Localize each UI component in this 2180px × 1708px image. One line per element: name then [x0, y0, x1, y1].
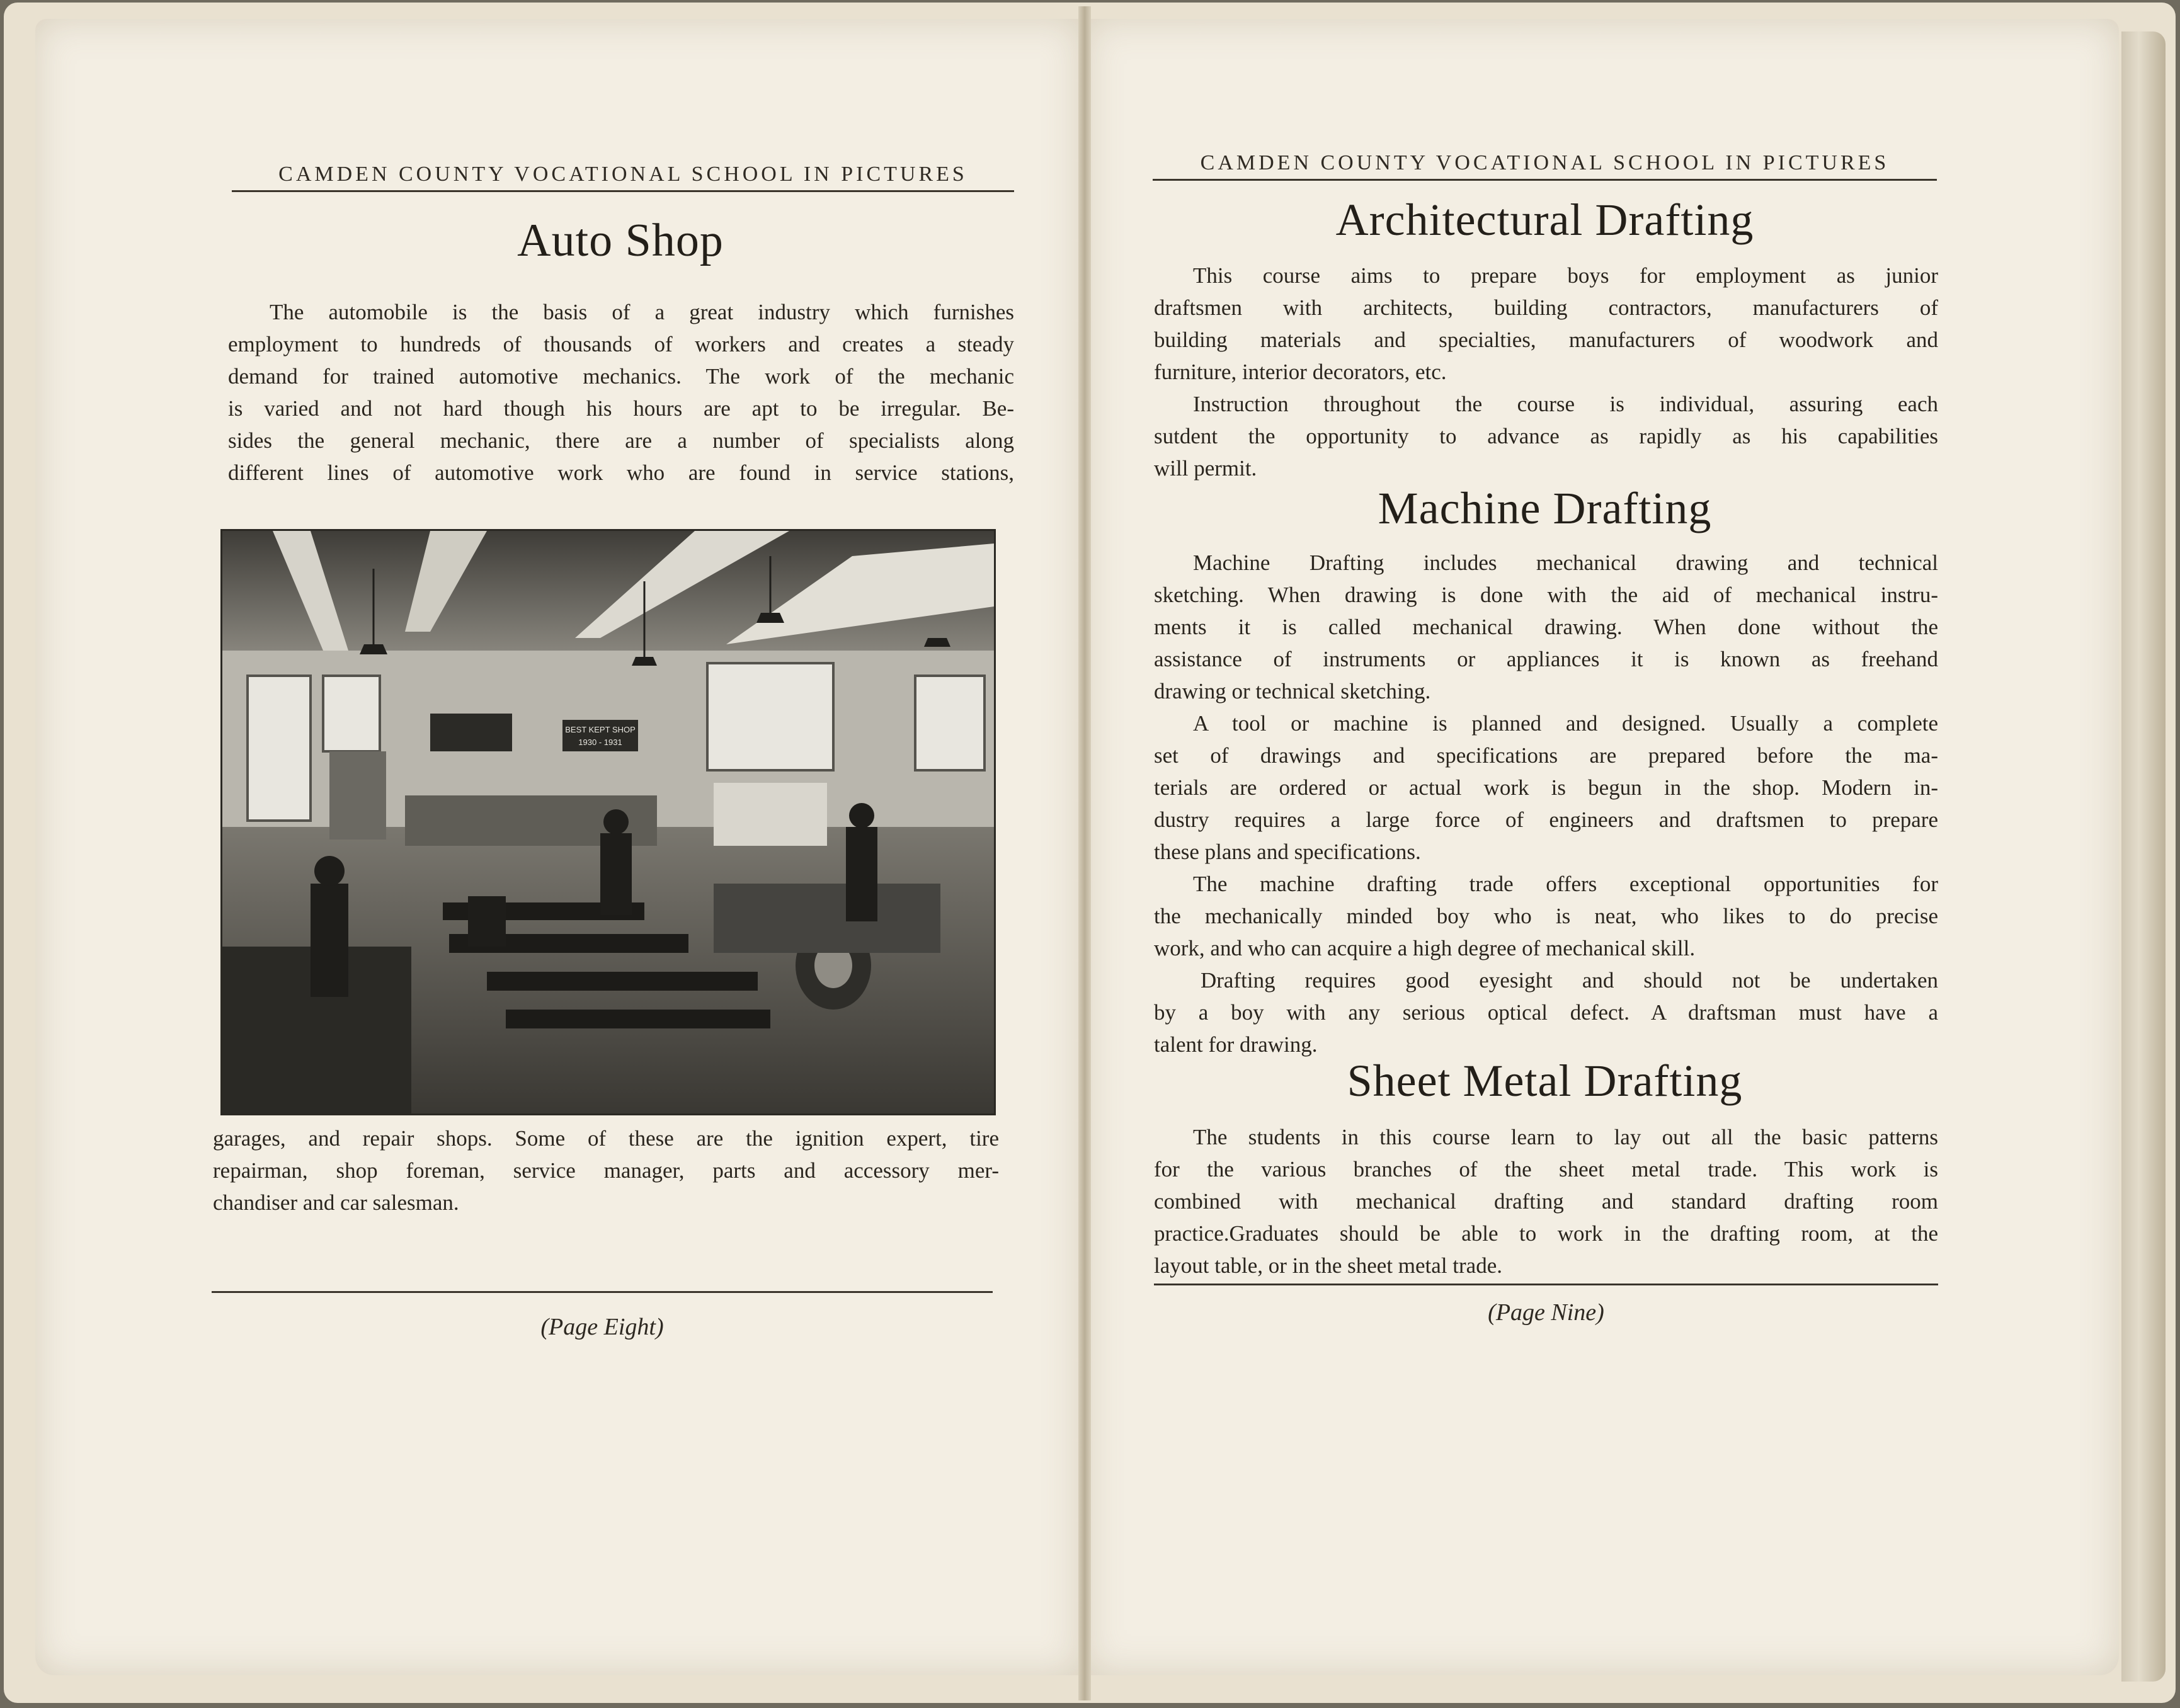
sheet-metal-drafting-text — [1154, 1121, 1938, 1282]
body-line: The students in this course learn to lay out all the basic patterns — [1193, 1125, 1938, 1149]
closing-line: garages, and repair shops. Some of these are the ignition expert, tire — [213, 1126, 999, 1151]
body-line: Drafting requires good eyesight and should not be undertaken — [1201, 968, 1938, 993]
page-fore-edge — [2121, 31, 2166, 1682]
body-line: by a boy with any serious optical defect. A draftsman must have a — [1154, 1000, 1938, 1025]
right-running-head: CAMDEN COUNTY VOCATIONAL SCHOOL IN PICTURES — [1153, 151, 1937, 181]
intro-line: different lines of automotive work who are found in service stations, — [228, 460, 1014, 485]
body-line: A tool or machine is planned and designed. Usually a complete — [1193, 711, 1938, 736]
intro-line: sides the general mechanic, there are a number of specialists along — [228, 428, 1014, 453]
body-line: combined with mechanical drafting and standard drafting room — [1154, 1189, 1938, 1214]
left-folio: (Page Eight) — [540, 1314, 664, 1340]
body-line: This course aims to prepare boys for employment as junior — [1193, 263, 1938, 288]
body-line: the mechanically minded boy who is neat, who likes to do precise — [1154, 904, 1938, 928]
body-line: building materials and specialties, manufacturers of woodwork and — [1154, 327, 1938, 352]
body-line: terials are ordered or actual work is begun in the shop. Modern in- — [1154, 775, 1938, 800]
body-line: Machine Drafting includes mechanical drawing and technical — [1193, 550, 1938, 575]
body-line: these plans and specifications. — [1154, 840, 1421, 864]
body-line: sketching. When drawing is done with the aid of mechanical instru- — [1154, 583, 1938, 607]
body-line: assistance of instruments or appliances it is known as freehand — [1154, 647, 1938, 671]
body-line: for the various branches of the sheet metal trade. This work is — [1154, 1157, 1938, 1181]
body-line: practice.Graduates should be able to work in the drafting room, at the — [1154, 1221, 1938, 1246]
closing-line: chandiser and car salesman. — [213, 1190, 459, 1215]
intro-line: The automobile is the basis of a great industry which furnishes — [270, 300, 1014, 324]
architectural-drafting-title: Architectural Drafting — [1335, 195, 1754, 245]
right-folio: (Page Nine) — [1488, 1299, 1604, 1326]
closing-line: repairman, shop foreman, service manager, parts and accessory mer- — [213, 1158, 999, 1183]
intro-line: employment to hundreds of thousands of workers and creates a steady — [228, 332, 1014, 356]
auto-shop-photo-illustration — [222, 531, 994, 1113]
body-line: Instruction throughout the course is individual, assuring each — [1193, 392, 1938, 416]
best-kept-shop-sign: BEST KEPT SHOP — [565, 725, 636, 734]
body-line: dustry requires a large force of engineers and draftsmen to prepare — [1154, 807, 1938, 832]
body-line: draftsmen with architects, building contractors, manufacturers of — [1154, 295, 1938, 320]
auto-shop-closing — [213, 1122, 999, 1219]
body-line: layout table, or in the sheet metal trade. — [1154, 1253, 1502, 1278]
best-kept-shop-years: 1930 - 1931 — [578, 737, 622, 747]
machine-drafting-text — [1154, 547, 1938, 1061]
sheet-metal-drafting-title: Sheet Metal Drafting — [1347, 1056, 1743, 1106]
binding-gutter — [1078, 6, 1091, 1700]
body-line: work, and who can acquire a high degree of mechanical skill. — [1154, 936, 1696, 960]
body-line: will permit. — [1154, 456, 1257, 481]
body-line: talent for drawing. — [1154, 1032, 1318, 1057]
body-line: furniture, interior decorators, etc. — [1154, 360, 1447, 384]
auto-shop-photo — [220, 529, 996, 1115]
body-line: set of drawings and specifications are prepared before the ma- — [1154, 743, 1938, 768]
body-line: ments it is called mechanical drawing. When done without the — [1154, 615, 1938, 639]
left-footer-rule — [212, 1291, 993, 1293]
machine-drafting-title: Machine Drafting — [1378, 483, 1712, 533]
auto-shop-title: Auto Shop — [517, 215, 724, 266]
left-running-head: CAMDEN COUNTY VOCATIONAL SCHOOL IN PICTURES — [232, 162, 1014, 192]
intro-line: is varied and not hard though his hours are apt to be irregular. Be- — [228, 396, 1014, 421]
intro-line: demand for trained automotive mechanics. The work of the mechanic — [228, 364, 1014, 389]
body-line: The machine drafting trade offers exceptional opportunities for — [1193, 872, 1938, 896]
right-footer-rule — [1154, 1284, 1938, 1285]
body-line: drawing or technical sketching. — [1154, 679, 1431, 703]
body-line: sutdent the opportunity to advance as rapidly as his capabilities — [1154, 424, 1938, 448]
auto-shop-intro — [228, 296, 1014, 489]
architectural-drafting-text — [1154, 259, 1938, 484]
